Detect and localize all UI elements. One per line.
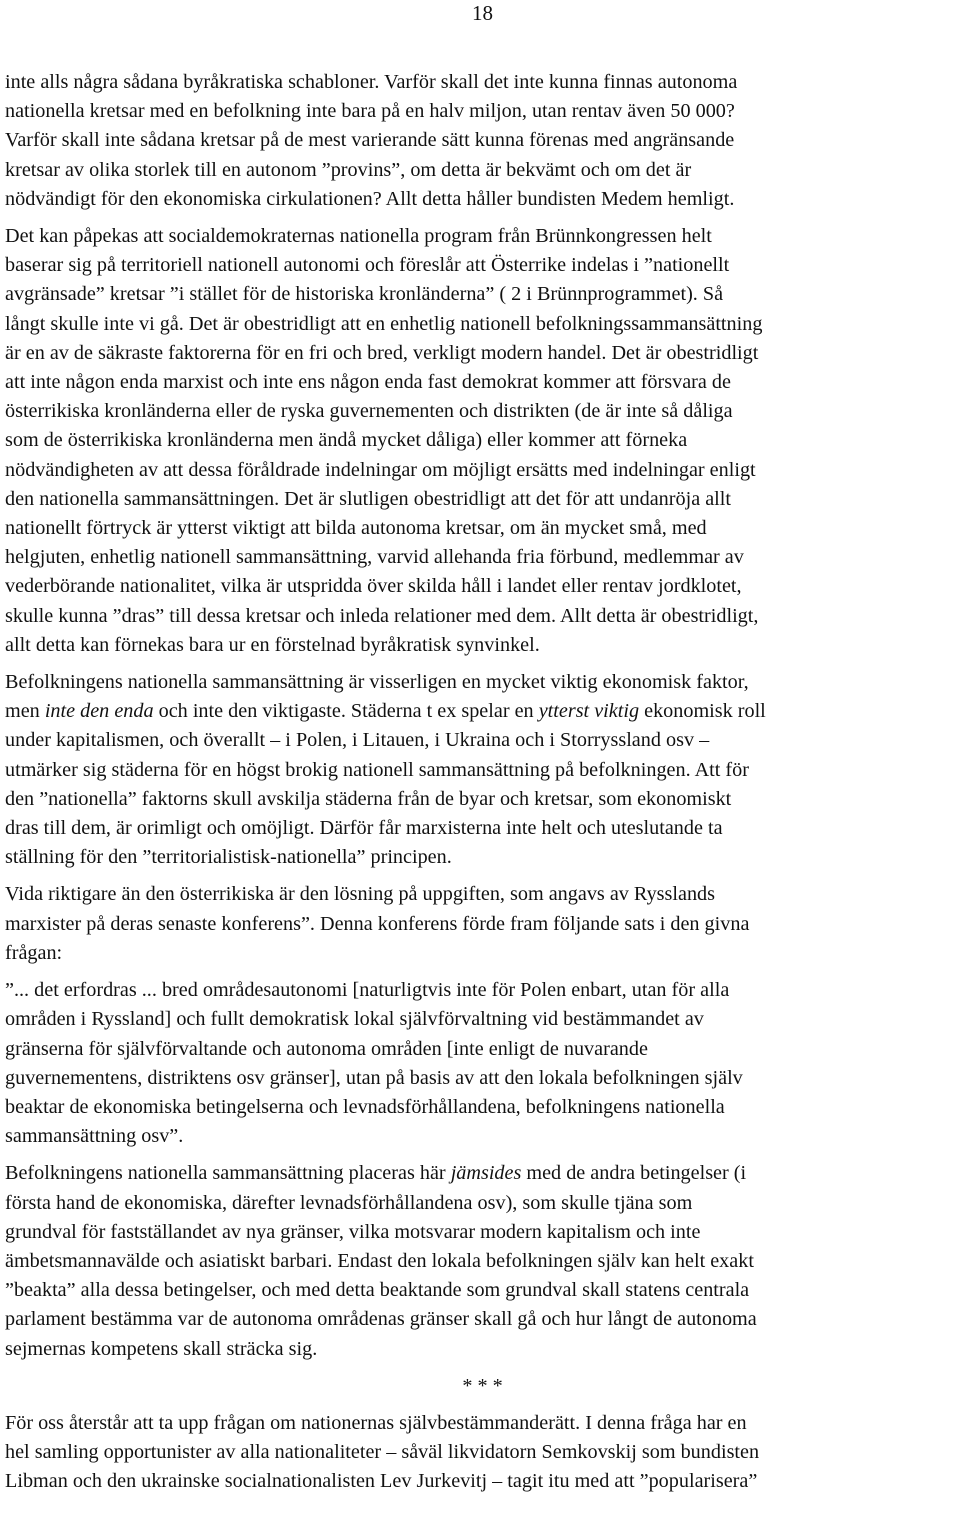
italic-emphasis: inte den enda: [44, 700, 154, 723]
quotation-paragraph: ”... det erfordras ... bred områdesautonomi [naturligtvis inte för Polen enbart, utan för alla områden i Ryssland] och fullt demokratisk lokal självförvaltning vid bestämmandet av gränserna för självförvaltande och autonoma områden [inte enligt de nuvarande guvernementens, distriktens osv gränser], utan på basis av att den lokala befolkningen själv beaktar de ekonomiska betingelserna och levnadsförhållandena, befolkningens nationella sammansättning osv”.: [5, 979, 743, 1148]
paragraph: Det kan påpekas att socialdemokraternas nationella program från Brünnkongressen helt baserar sig på territoriell nationell autonomi och föreslår att Österrike indelas i ”nationellt avgränsade” kretsar ”i stället för de historiska kronländerna” ( 2 i Brünnprogrammet). Så långt skulle inte vi gå. Det är obestridligt att en enhetlig nationell befolkningssammansättning är en av de säkraste faktorerna för en fri och bred, verkligt modern handel. Det är obestridligt att inte någon enda marxist och inte ens någon enda fast demokrat kommer att försvara de österrikiska kronländerna eller de ryska guvernementen och distrikten (de är inte så dåliga som de österrikiska kronländerna men ändå mycket dåliga) eller kommer att förneka nödvändigheten av att dessa föråldrade indelningar om möjligt ersätts med indelningar enligt den nationella sammansättningen. Det är slutligen obestridligt att det för att undanröja allt nationellt förtryck är ytterst viktigt att bilda autonoma kretsar, om än mycket små, med helgjuten, enhetlig nationell sammansättning, varvid allehanda fria förbund, medlemmar av vederbörande nationalitet, vilka är utspridda över skilda håll i landet eller rentav jordklotet, skulle kunna ”dras” till dessa kretsar och inleda relationer med dem. Allt detta är obestridligt, allt detta kan förnekas bara ur en förstelnad byråkratisk synvinkel.: [5, 225, 763, 656]
paragraph: För oss återstår att ta upp frågan om nationernas självbestämmanderätt. I denna fråga har en hel samling opportunister av alla nationaliteter – såväl likvidatorn Semkovskij som bundisten Libman och den ukrainske socialnationalisten Lev Jurkevitj – tagit itu med att ”popularisera”: [5, 1411, 760, 1493]
paragraph: Befolkningens nationella sammansättning är visserligen en mycket viktig ekonomisk faktor, men inte den enda och inte den viktigaste. Städerna t ex spelar en ytterst viktig ekonomisk roll under kapitalismen, och överallt – i Polen, i Litauen, i Ukraina och i Storryssland osv – utmärker sig städerna för en högst brokig nationell sammansättning på befolkningen. Att för den ”nationella” faktorns skull avskilja städerna från de byar och kretsar, som ekonomiskt dras till dem, är orimligt och omöjligt. Därför får marxisterna inte helt och uteslutande ta ställning för den ”territorialistisk-nationella” principen.: [5, 671, 766, 869]
document-body: [5, 68, 960, 1505]
paragraph: Befolkningens nationella sammansättning placeras här jämsides med de andra betingelser (i första hand de ekonomiska, därefter levnadsförhållandena osv), som skulle tjäna som grundval för fastställandet av nya gränser, vilka motsvarar modern kapitalism och inte ämbetsmannavälde och asiatiskt barbari. Endast den lokala befolkningen själv kan helt exakt ”beakta” alla dessa betingelser, och med detta beaktande som grundval skall statens centrala parlament bestämma var de autonoma områdenas gränser skall gå och hur långt de autonoma sejmernas kompetens skall sträcka sig.: [5, 1162, 757, 1360]
paragraph: Vida riktigare än den österrikiska är den lösning på uppgiften, som angavs av Rysslands marxister på deras senaste konferens”. Denna konferens förde fram följande sats i den givna frågan:: [5, 883, 750, 964]
section-separator: * * *: [462, 1374, 503, 1397]
italic-emphasis: jämsides: [450, 1162, 522, 1185]
italic-emphasis: ytterst viktig: [538, 700, 640, 723]
paragraph: inte alls några sådana byråkratiska schabloner. Varför skall det inte kunna finnas autonoma nationella kretsar med en befolkning inte bara på en halv miljon, utan rentav även 50 000? Varför skall inte sådana kretsar på de mest varierande sätt kunna förenas med angränsande kretsar av olika storlek till en autonom ”provins”, om detta är bekvämt och om det är nödvändigt för den ekonomiska cirkulationen? Allt detta håller bundisten Medem hemligt.: [5, 71, 738, 210]
page-number: 18: [472, 1, 493, 25]
